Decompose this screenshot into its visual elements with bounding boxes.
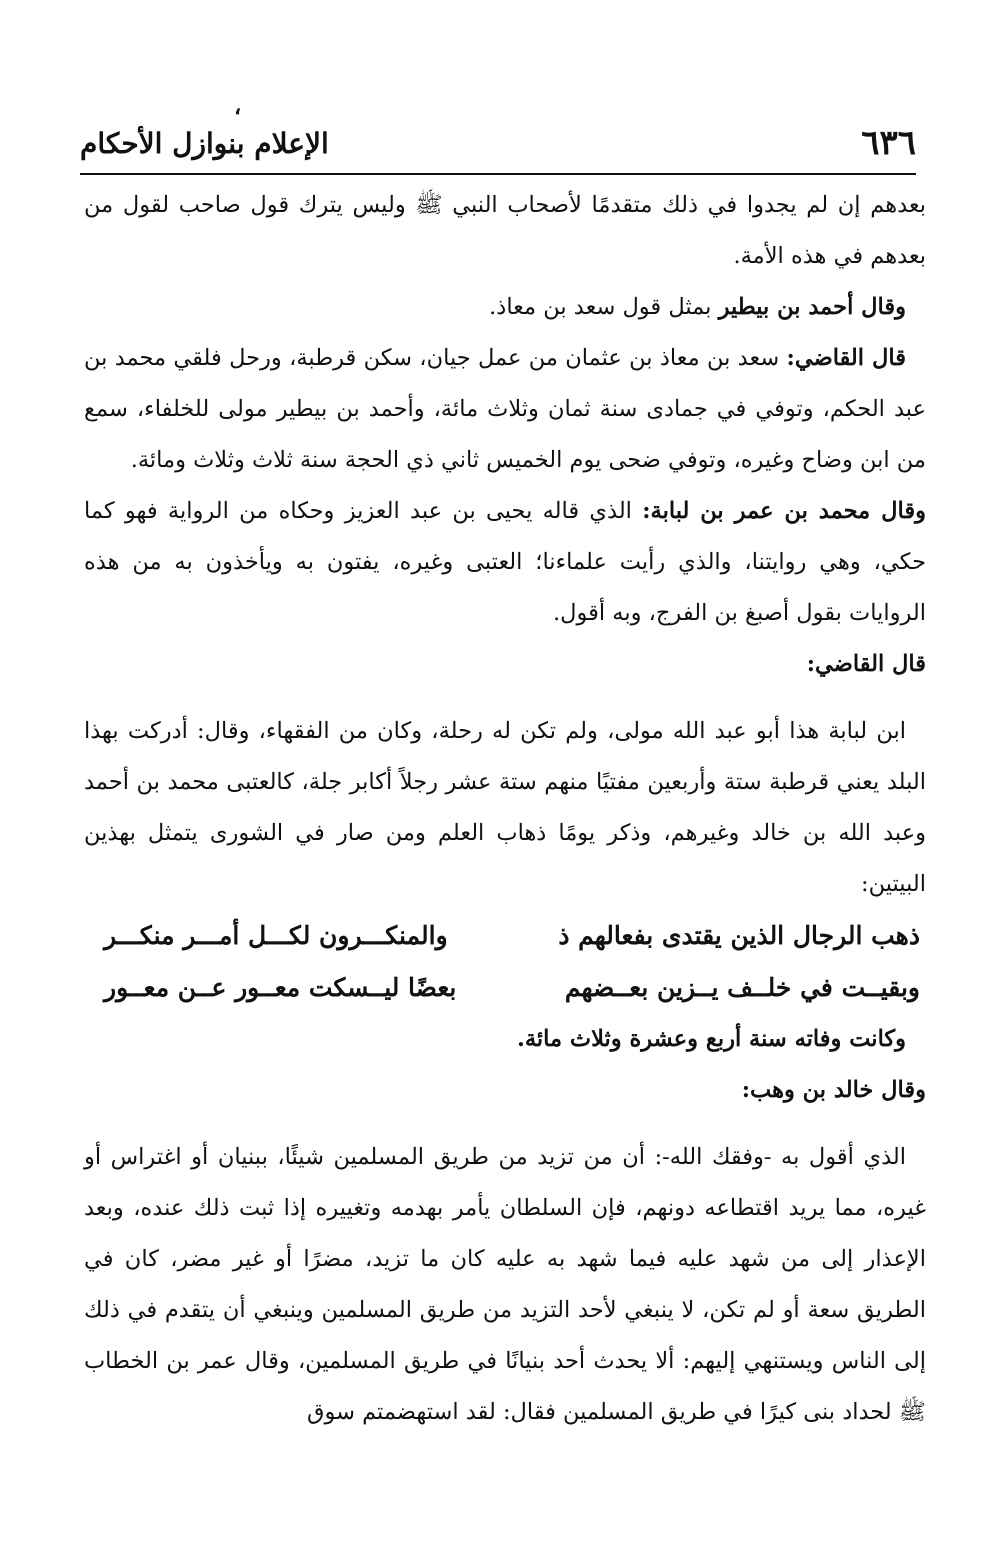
page-header <box>80 118 916 168</box>
paragraph-6: ابن لبابة هذا أبو عبد الله مولى، ولم تكن له رحلة، وكان من الفقهاء، وقال: أدركت بهذا البلد يعني قرطبة ستة وأربعين مفتيًا منهم ستة عشر رجلاً أكابر جلة، كالعتبى محمد بن أحمد وعبد الله بن خالد وغيرهم، وذكر يومًا ذهاب العلم ومن صار في الشورى يتمثل بهذين البيتين: <box>84 718 926 897</box>
poem-verse <box>84 962 926 1014</box>
speaker-name: وقال محمد بن عمر بن لبابة: <box>642 498 926 524</box>
verse-first-hemistich: وبقيــت في خلــف يــزين بعــضهم <box>564 973 920 1002</box>
paragraph-8-heading: وقال خالد بن وهب: <box>741 1077 926 1103</box>
ink-mark: ، <box>234 94 242 120</box>
poem <box>84 910 926 1014</box>
verse-second-hemistich: والمنكـــرون لكـــل أمـــر منكـــر <box>104 921 448 950</box>
paragraph-2 <box>84 282 926 333</box>
paragraph-3 <box>84 333 926 486</box>
paragraph-text: بمثل قول سعد بن معاذ. <box>489 294 719 320</box>
paragraph-7: وكانت وفاته سنة أربع وعشرة وثلاث مائة. <box>516 1026 906 1052</box>
page-body <box>84 180 926 1438</box>
paragraph-5-heading: قال القاضي: <box>806 651 926 677</box>
paragraph-4 <box>84 486 926 639</box>
spacer <box>84 690 926 706</box>
paragraph-9: الذي أقول به -وفقك الله-: أن من تزيد من طريق المسلمين شيئًا، ببنيان أو اغتراس أو غيره، مما يريد اقتطاعه دونهم، فإن السلطان يأمر بهدمه وتغييره إذا ثبت ذلك عنده، وبعد الإعذار إلى من شهد عليه فيما شهد به عليه كان ما تزيد، مضرًا أو غير مضر، كان في الطريق سعة أو لم تكن، لا ينبغي لأحد التزيد من طريق المسلمين وينبغي أن يتقدم في ذلك إلى الناس ويستنهي إليهم: ألا يحدث أحد بنيانًا في طريق المسلمين، وقال عمر بن الخطاب ﷺ لحداد بنى كيرًا في طريق المسلمين فقال: لقد استهضمتم سوق <box>84 1144 926 1425</box>
running-title: الإعلام بنوازل الأحكام <box>80 126 329 160</box>
verse-first-hemistich: ذهب الرجال الذين يقتدى بفعالهم ذ <box>558 921 920 950</box>
page-number: ٦٣٦ <box>861 123 916 163</box>
paragraph-text: سعد بن معاذ بن عثمان من عمل جيان، سكن قرطبة، ورحل فلقي محمد بن عبد الحكم، وتوفي في جمادى سنة ثمان وثلاث مائة، وأحمد بن بيطير مولى للخلفاء، سمع من ابن وضاح وغيره، وتوفي ضحى يوم الخميس ثاني ذي الحجة سنة ثلاث وثلاث ومائة. <box>84 345 926 473</box>
header-rule <box>80 173 916 175</box>
verse-second-hemistich: بعضًا ليــسكت معــور عــن معــور <box>104 973 457 1002</box>
spacer <box>84 1116 926 1132</box>
poem-verse <box>84 910 926 962</box>
speaker-name: وقال أحمد بن بيطير <box>718 294 906 320</box>
paragraph-text: الذي قاله يحيى بن عبد العزيز وحكاه من الرواية فهو كما حكي، وهي روايتنا، والذي رأيت علماءنا؛ العتبى وغيره، يفتون به ويأخذون به من هذه الروايات بقول أصبغ بن الفرج، وبه أقول. <box>84 498 926 626</box>
paragraph-1: بعدهم إن لم يجدوا في ذلك متقدمًا لأصحاب النبي ﷺ وليس يترك قول صاحب لقول من بعدهم في هذه الأمة. <box>84 192 926 269</box>
speaker-name: قال القاضي: <box>786 345 906 371</box>
